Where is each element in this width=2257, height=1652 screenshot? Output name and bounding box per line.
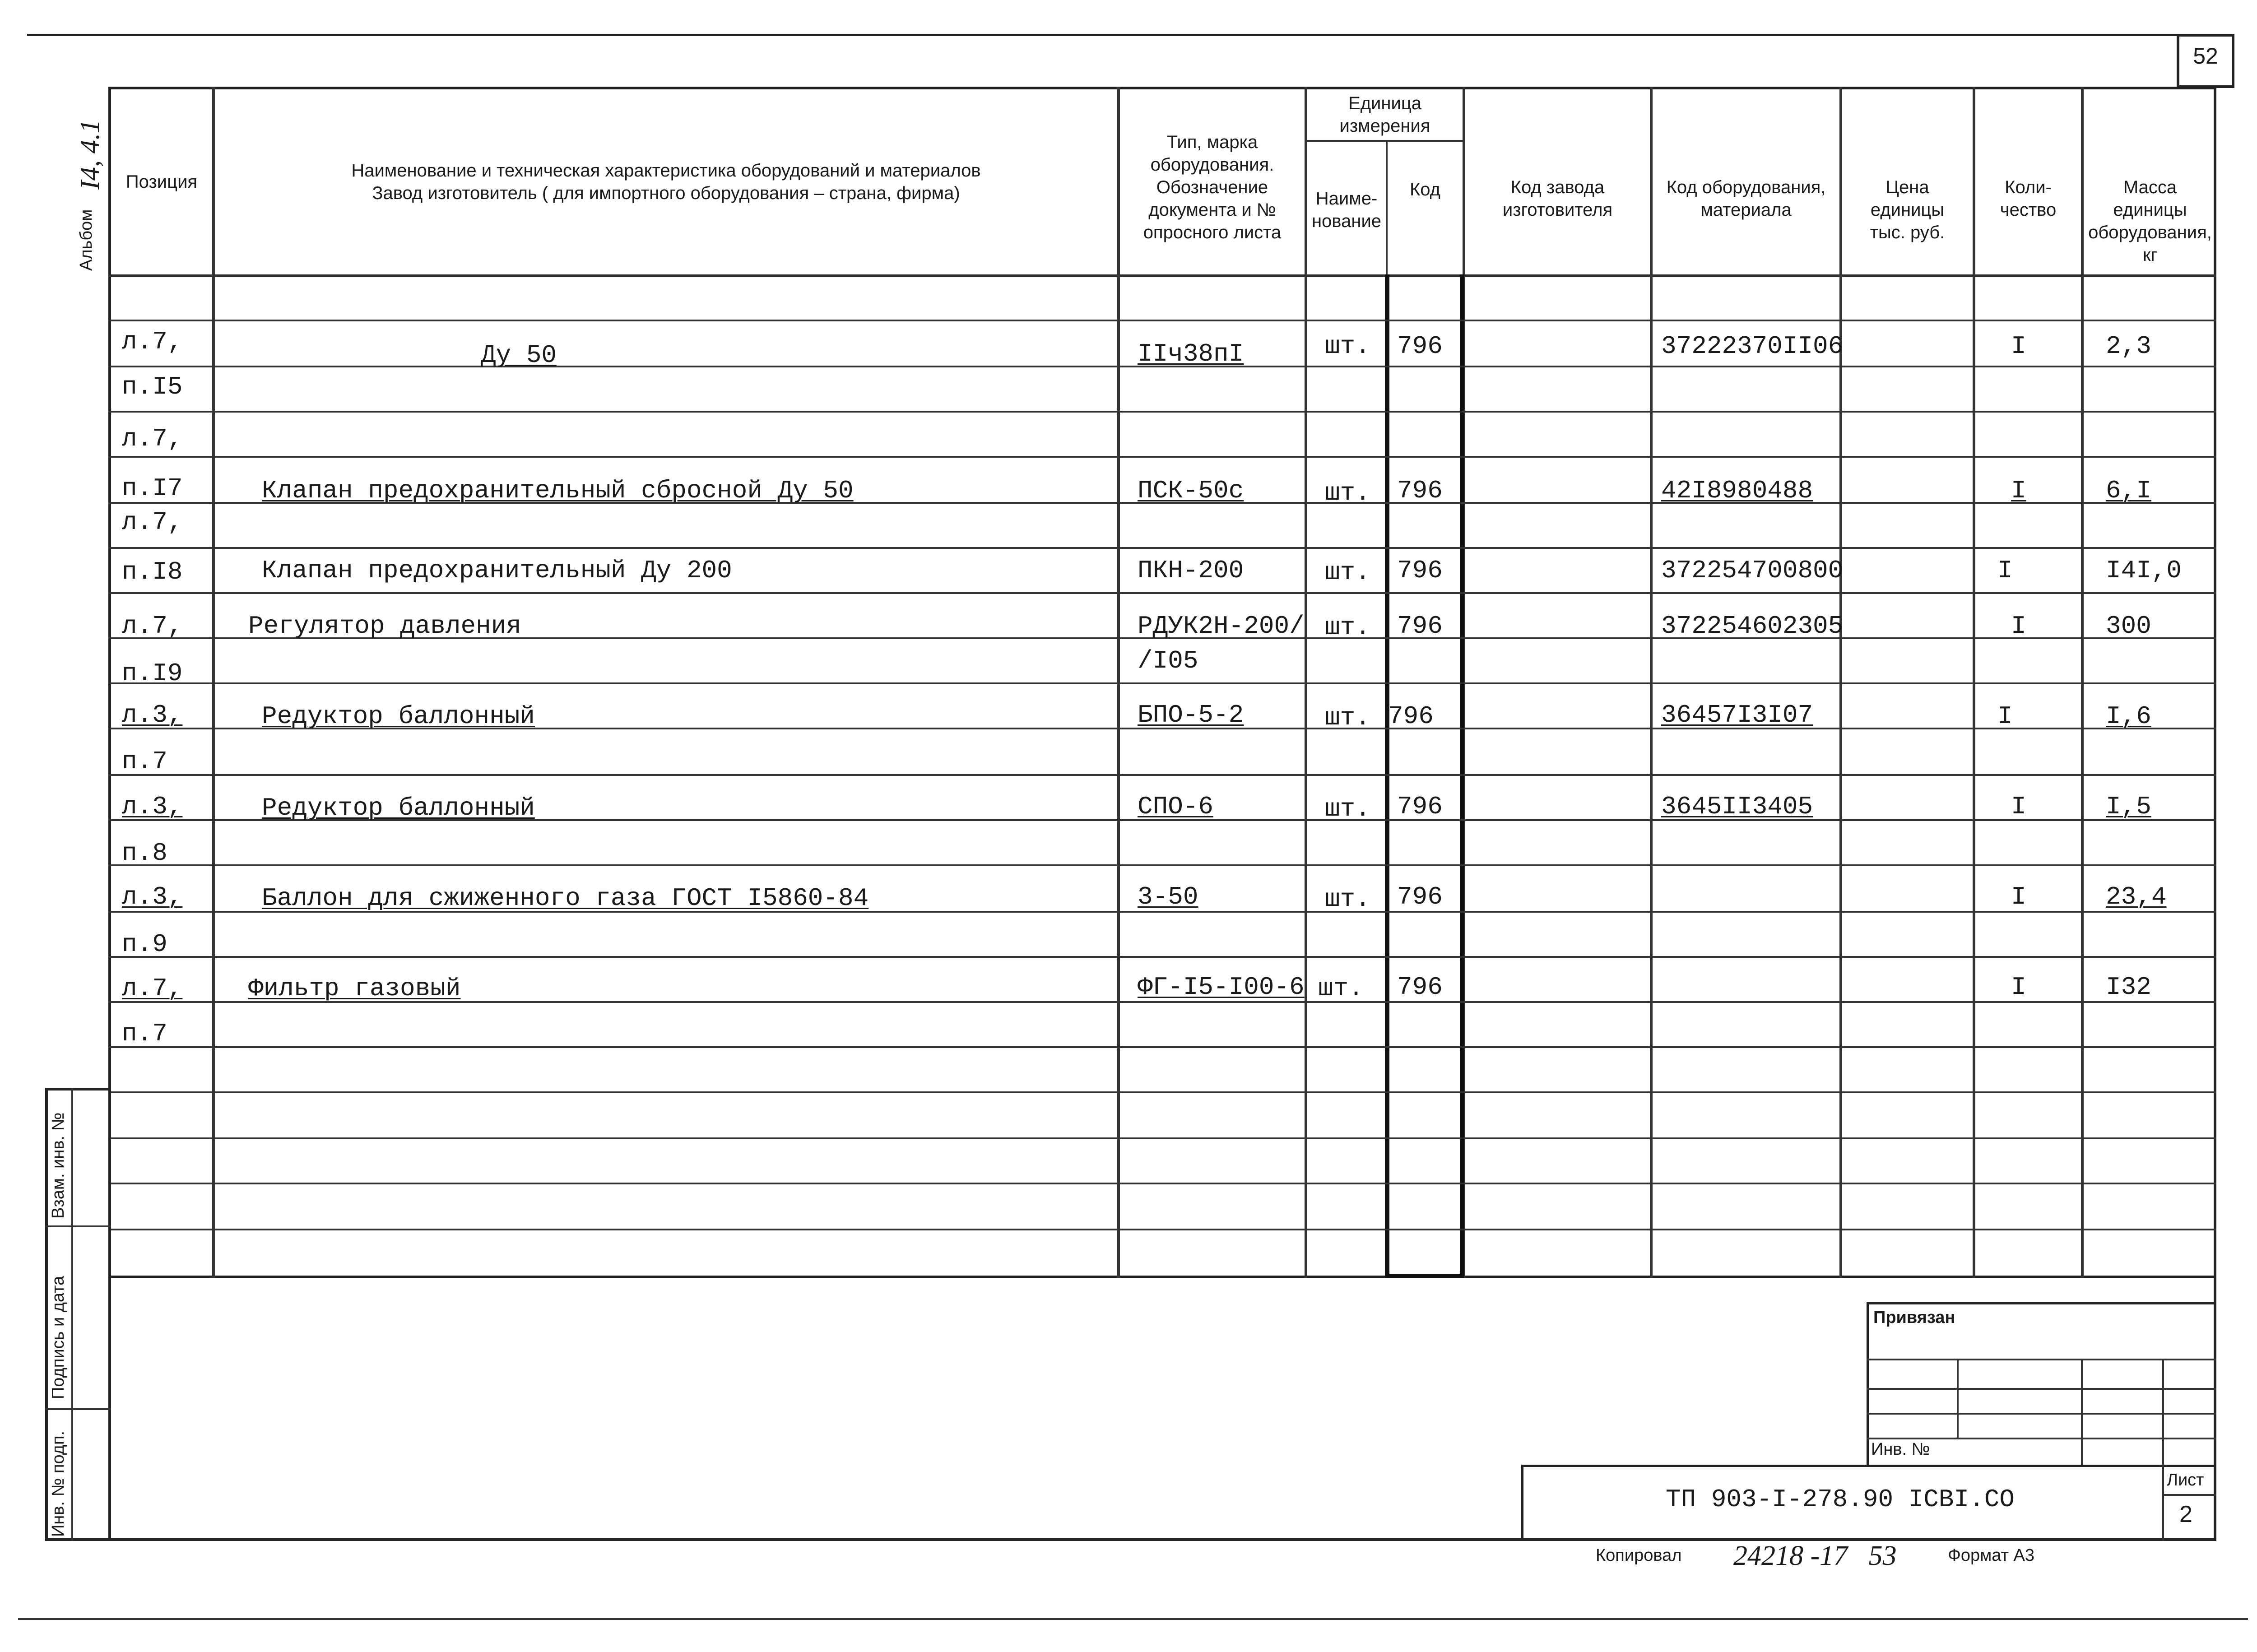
row2-pos-a: л.7, [122,424,183,453]
row5-pos-a: л.3, [122,701,183,729]
row6-name: Редуктор баллонный [262,794,535,822]
album-label: Альбом [77,209,96,271]
row7-pos-a: л.3, [122,882,183,911]
row6-equip: 3645II3405 [1661,792,1813,821]
sheet-number: 52 [2193,43,2218,69]
row4-pos-a: л.7, [122,612,183,640]
inv-no-label: Инв. № [1871,1440,1930,1459]
row3-code: 796 [1397,556,1443,585]
row8-code: 796 [1397,973,1443,1002]
row2-type: ПСК-50с [1138,476,1244,505]
row-rule [108,1229,2216,1230]
row4-equip: 372254602305 [1661,612,1844,640]
row1-qty: I [2011,332,2026,361]
copied-label: Копировал [1596,1546,1682,1565]
row-rule [108,320,2216,321]
row1-mass: 2,3 [2106,332,2151,361]
header-unit-code: Код [1409,180,1440,200]
page-bottom-border [18,1618,2248,1620]
row-rule [108,774,2216,776]
row2-code: 796 [1397,476,1443,505]
row8-pos-b: п.7 [122,1019,167,1048]
row8-pos-a: л.7, [122,974,183,1003]
side-stamp-rule [45,1408,111,1410]
row2-equip: 42I8980488 [1661,476,1813,505]
header-name-line2: Завод изготовитель ( для импортного оборудования – страна, фирма) [372,183,960,203]
row7-qty: I [2011,882,2026,911]
row4-unit: шт. [1325,613,1370,642]
row7-pos-b: п.9 [122,930,167,959]
header-unit-group: Единица измерения [1339,93,1430,136]
unit-group-rule [1305,140,1463,142]
row2-name: Клапан предохранительный сбросной Ду 50 [262,476,854,505]
row3-name: Клапан предохранительный Ду 200 [262,556,732,585]
row4-qty: I [2011,612,2026,640]
row8-mass: I32 [2106,973,2151,1002]
sheet-label: Лист [2167,1471,2204,1490]
row-rule [108,547,2216,549]
row-rule [108,1091,2216,1093]
format-label: Формат А3 [1948,1546,2035,1565]
row4-name: Регулятор давления [248,612,521,640]
header-name-line1: Наименование и техническая характеристика оборудований и материалов [351,161,981,181]
row-rule [108,864,2216,866]
row3-mass: I4I,0 [2106,556,2182,585]
header-equipment-code: Код оборудования, материала [1666,177,1826,220]
side-stamp-divider [71,1088,73,1541]
header-type-mark: Тип, марка оборудования. Обозначение документа и № опросного листа [1143,132,1282,242]
row3-type: ПКН-200 [1138,556,1244,585]
sheet-cell-divider [2162,1465,2164,1541]
row5-mass: I,6 [2106,702,2151,731]
sheet-value: 2 [2179,1501,2192,1527]
row8-qty: I [2011,973,2026,1002]
row8-name: Фильтр газовый [248,974,461,1003]
row4-type-a: РДУК2Н-200/ [1138,612,1305,640]
handwritten-note: 24218 -17 53 [1733,1541,1897,1571]
side-inv: Инв. № подп. [49,1430,68,1537]
row-rule [108,1183,2216,1184]
col-line [1386,140,1388,275]
album-code: I4, 4.1 [75,120,105,190]
header-position: Позиция [125,172,198,192]
row5-unit: шт. [1325,703,1370,732]
row3-pos-b: п.I8 [122,557,183,586]
row-rule [108,456,2216,458]
row8-unit: шт. [1318,974,1364,1003]
row8-type: ФГ-I5-I00-6 [1138,973,1305,1002]
row3-qty: I [1997,556,2013,585]
row5-code: 796 [1388,702,1434,731]
row7-code: 796 [1397,882,1443,911]
row5-type: БПО-5-2 [1138,701,1244,729]
row6-pos-b: п.8 [122,839,167,868]
row7-unit: шт. [1325,885,1370,914]
row1-name: Ду 50 [481,341,557,370]
privyazan-divider [2162,1359,2164,1465]
row6-type: СПО-6 [1138,792,1214,821]
row1-equip: 37222370II06 [1661,332,1844,361]
row2-mass: 6,I [2106,476,2151,505]
row1-pos-b: п.I5 [122,372,183,401]
row1-type: IIч38пI [1138,339,1244,368]
header-unit-name: Наиме- нование [1311,189,1382,231]
side-podpis: Подпись и дата [49,1276,68,1399]
page-top-border [27,34,2234,36]
row6-qty: I [2011,792,2026,821]
row3-pos-a: л.7, [122,508,183,537]
row6-unit: шт. [1325,794,1370,823]
row-rule [108,592,2216,594]
row6-pos-a: л.3, [122,792,183,821]
code-column-box [1385,274,1464,1278]
privyazan-label: Привязан [1873,1308,1955,1327]
row7-mass: 23,4 [2106,882,2167,911]
privyazan-divider [1957,1359,1959,1438]
row4-code: 796 [1397,612,1443,640]
row7-type: 3-50 [1138,882,1198,911]
row-rule [108,682,2216,684]
header-bottom-rule [108,274,2216,277]
row4-pos-b: п.I9 [122,659,183,688]
row4-mass: 300 [2106,612,2151,640]
row7-name: Баллон для сжиженного газа ГОСТ I5860-84 [262,884,869,913]
row2-unit: шт. [1325,478,1370,507]
header-quantity: Коли- чество [2000,177,2057,220]
row-rule [108,956,2216,958]
header-mass: Масса единицы оборудования, кг [2088,177,2212,265]
row1-pos-a: л.7, [122,327,183,356]
row1-code: 796 [1397,332,1443,361]
row6-code: 796 [1397,792,1443,821]
row3-equip: 372254700800 [1661,556,1844,585]
header-plant-code: Код завода изготовителя [1502,177,1613,220]
row-rule [108,411,2216,413]
row1-unit: шт. [1325,332,1370,361]
document-code: ТП 903-I-278.90 ICBI.CO [1666,1485,2015,1514]
privyazan-divider [2081,1359,2083,1465]
row-rule [108,1046,2216,1048]
row3-unit: шт. [1325,558,1370,587]
row6-mass: I,5 [2106,792,2151,821]
side-vzam: Взам. инв. № [49,1112,68,1219]
side-stamp-rule [45,1225,111,1227]
row5-qty: I [1997,702,2013,731]
row2-pos-b: п.I7 [122,474,183,503]
row5-pos-b: п.7 [122,747,167,776]
header-price: Цена единицы тыс. руб. [1870,177,1945,242]
row4-type-b: /I05 [1138,646,1198,675]
row2-qty: I [2011,476,2026,505]
header-name [215,89,1117,274]
row5-equip: 36457I3I07 [1661,701,1813,729]
sheet-cell-rule [2162,1494,2216,1496]
row5-name: Редуктор баллонный [262,702,535,731]
row-rule [108,1137,2216,1139]
